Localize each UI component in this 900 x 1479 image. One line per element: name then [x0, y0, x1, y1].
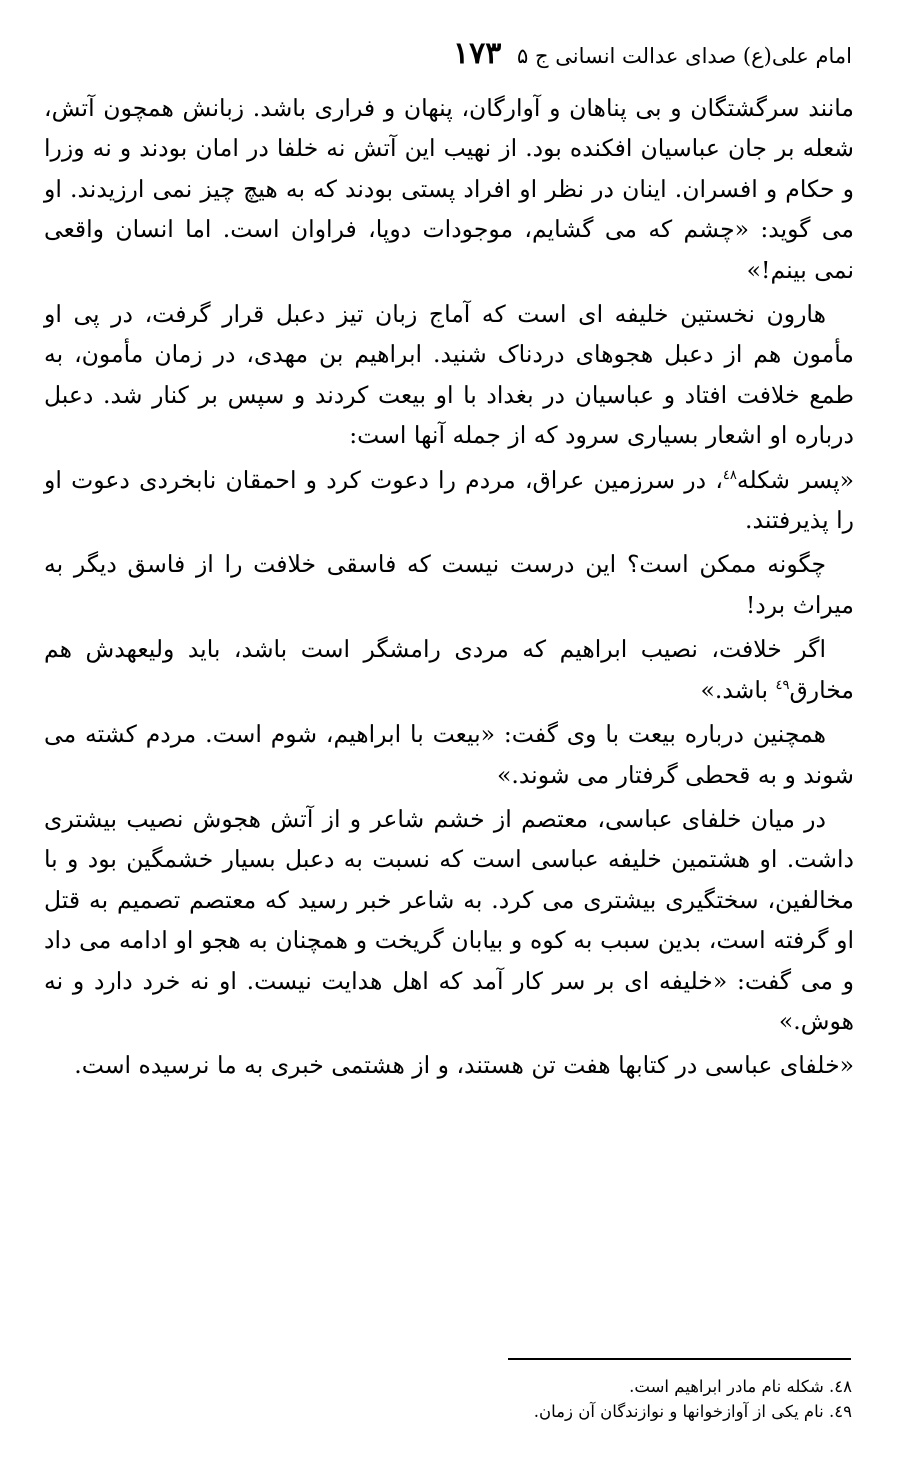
running-title: امام علی(ع) صدای عدالت انسانی ج ۵ — [517, 44, 852, 68]
paragraph-text: اگر خلافت، نصیب ابراهیم که مردی رامشگر است باشد، باید ولیعهدش هم مخارق — [44, 635, 854, 704]
paragraph: هارون نخستین خلیفه ای است که آماج زبان تیز دعبل قرار گرفت، در پی او مأمون هم از دعبل هجوهای دردناک شنید. ابراهیم بن مهدی، در زمان مأمون، به طمع خلافت افتاد و عباسیان در بغداد با او بیعت کردند و سپس بر کنار شد. دعبل درباره او اشعار بسیاری سرود که از جمله آنها است: — [44, 300, 854, 450]
footnote-divider — [508, 1358, 851, 1360]
paragraph: همچنین درباره بیعت با وی گفت: «بیعت با ابراهیم، شوم است. مردم کشته می شوند و به قحطی گرفتار می شوند.» — [44, 720, 854, 789]
footnote-reference: ٤٩ — [775, 677, 790, 693]
paragraph-text: باشد.» — [700, 675, 776, 704]
paragraph-text: «پسر شکله — [736, 465, 854, 494]
paragraph: چگونه ممکن است؟ این درست نیست که فاسقی خلافت را از فاسق دیگر به میراث برد! — [44, 550, 854, 619]
paragraph — [44, 629, 854, 710]
paragraph: «خلفای عباسی در کتابها هفت تن هستند، و از هشتمی خبری به ما نرسیده است. — [74, 1051, 854, 1080]
footnote: ٤٨. شکله نام مادر ابراهیم است. — [629, 1377, 852, 1396]
page-header — [48, 36, 852, 76]
paragraph-text: ، در سرزمین عراق، مردم را دعوت کرد و احمقان نابخردی دعوت او را پذیرفتند. — [44, 465, 854, 535]
page-number: ۱۷۳ — [453, 36, 502, 71]
paragraph: در میان خلفای عباسی، معتصم از خشم شاعر و از آتش هجوش نصیب بیشتری داشت. او هشتمین خلیفه عباسی است که نسبت به دعبل بسیار خشمگین بود و با مخالفین، سختگیری بیشتری می کرد. به شاعر خبر رسید که معتصم تصمیم به قتل او گرفته است، بدین سبب به کوه و بیابان گریخت و همچنان به هجو او ادامه می داد و می گفت: «خلیفه ای بر سر کار آمد که اهل هدایت نیست. او نه خرد دارد و نه هوش.» — [44, 804, 854, 1035]
paragraph: مانند سرگشتگان و بی پناهان و آوارگان، پنهان و فراری باشد. زبانش همچون آتش، شعله بر جان عباسیان افکنده بود. از نهیب این آتش نه خلفا در امان بودند و نه وزرا و حکام و افسران. اینان در نظر او افراد پستی بودند که به هیچ چیز نمی ارزیدند. او می گوید: «چشم که می گشایم، موجودات دوپا، فراوان است. اما انسان واقعی نمی بینم!» — [44, 94, 854, 284]
footnote: ٤٩. نام یکی از آوازخوانها و نوازندگان آن زمان. — [533, 1402, 852, 1421]
body-text — [44, 88, 854, 1090]
footnote-reference: ٤٨ — [722, 467, 737, 483]
footnotes — [48, 1374, 852, 1424]
paragraph — [44, 460, 854, 541]
